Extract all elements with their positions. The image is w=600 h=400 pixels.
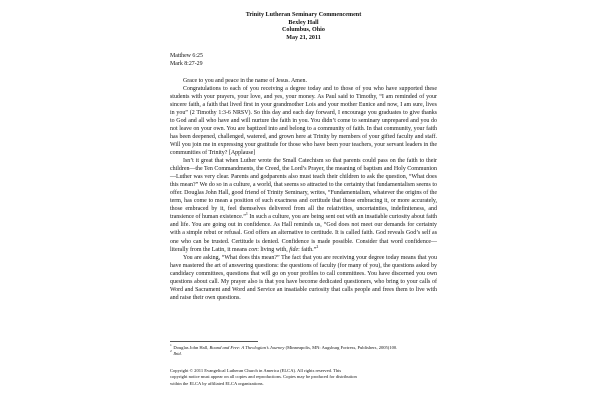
footnote-marker-2[interactable]: 2	[316, 243, 319, 249]
paragraph-questioners: You are asking, “What does this mean?” The fact that you are receiving your degree today means that you have mastered the art of answering questions: the questions of faculty (for many of you), the questions asked by candidacy committees, questions that will go on your profiles to call committees. You have discerned you own questions about call. My prayer also is that you have become dedicated questioners, who bring to your calls of Word and Sacrament and Word and Service an insatiable curiosity that calls people and frees them to live with and raise their own questions.	[170, 254, 437, 301]
heading-line-date: May 21, 2011	[286, 34, 321, 41]
footnote-number-1: 1	[170, 343, 172, 348]
heading-line-institution: Trinity Lutheran Seminary Commencement	[245, 12, 362, 18]
heading-line-city: Columbus, Ohio	[282, 27, 325, 34]
footnotes-section	[170, 341, 437, 357]
copyright-notice	[170, 368, 445, 387]
footnote-number-2: 2	[170, 349, 172, 354]
scripture-references	[170, 53, 437, 68]
footnote-marker-1[interactable]: 1	[245, 211, 248, 217]
paragraph-greeting: Grace to you and peace in the name of Jesus. Amen.	[183, 77, 307, 84]
latin-term-fide: fide	[289, 246, 299, 253]
document-heading	[170, 12, 437, 42]
catechism-text-before-footnote: Isn’t it great that when Luther wrote the Small Catechism so that parents could pass on the faith to their children—the Ten Commandments, the Creed, the Lord’s Prayer, the meaning of baptism and Holy Communion—Luther was very clear. Parents and godparents also must teach their children to ask the question, “What does this mean?” We do so in a culture, a world, that seems so attracted to the certainty that fundamentalism seems to offer. Douglas John Hall, good friend of Trinity Seminary, writes, “Fundamentalism, whatever the origins of the term, has come to mean a position of such exactness and certitude that those embracing it, or more accurately, those embraced by it, feel themselves delivered from all the relativities, uncertainties, indefiniteness, and transience of human existence.”	[170, 158, 437, 221]
latin-term-con: con	[248, 246, 258, 253]
footnote-publication-1: (Minneapolis, MN: Augsburg Fortress, Publishers, 2005)100.	[284, 345, 398, 350]
footnote-list	[170, 345, 437, 357]
latin-gloss-con: : living with,	[257, 246, 290, 253]
footnote-title-1: Bound and Free: A Theologian’s Journey	[209, 345, 285, 350]
paragraph-catechism	[170, 157, 437, 254]
latin-gloss-fide: : faith.”	[298, 246, 317, 253]
paragraph-congratulations: Congratulations to each of you receiving a degree today and to those of you who have supported these students with your prayers, your love, and yes, your money. As Paul said to Timothy, “I am reminded of your sincere faith, a faith that lived first in your grandmother Lois and your mother Eunice and now, I am sure, lives in you” (2 Timothy 1:3-6 NRSV). So this day and each day forward, I encourage you graduates to give thanks to God and all who have and will nurture the faith in you. You didn’t come to seminary unprepared and you do not leave on your own. You are baptized into and belong to a community of faith. In that community, your faith has been deepened, challenged, watered, and grown here at Trinity by members of your gifted faculty and staff. Will you join me in expressing your gratitude for those who have been your teachers, your servant leaders in the communities of Trinity? [Applause]	[170, 85, 437, 156]
catechism-text-after-footnote: In such a culture, you are being sent out with an insatiable curiosity about faith and life. You are going out in confidence. As Hall reminds us, “God does not meet our demands for certainty with a simple rebut or refusal. God offers an alternative to certitude. It is called faith. God reveals God’s self as one who can be trusted. Certitude is denied. Confidence is made possible. Consider that word confidence—literally from the Latin, it means	[170, 214, 437, 253]
copyright-line-3: within the ELCA by affiliated ELCA organizations.	[170, 380, 264, 386]
copyright-line-2: copyright notice must appear on all copies and reproductions. Copies may be produced for distribution	[170, 374, 357, 380]
footnote-separator-rule	[170, 341, 258, 342]
heading-line-venue: Bexley Hall	[288, 19, 319, 26]
footnote-text-2: Ibid.	[173, 351, 182, 356]
scripture-reference-mark: Mark 8:27-29	[170, 60, 203, 67]
copyright-line-1: Copyright © 2011 Evangelical Lutheran Church in America (ELCA). All rights reserved. This	[170, 368, 342, 373]
scripture-reference-matthew: Matthew 6:25	[170, 53, 203, 60]
document-body	[170, 77, 437, 302]
footnote-author-1: Douglas John Hall,	[173, 345, 210, 350]
footnote-item-2	[170, 351, 437, 357]
